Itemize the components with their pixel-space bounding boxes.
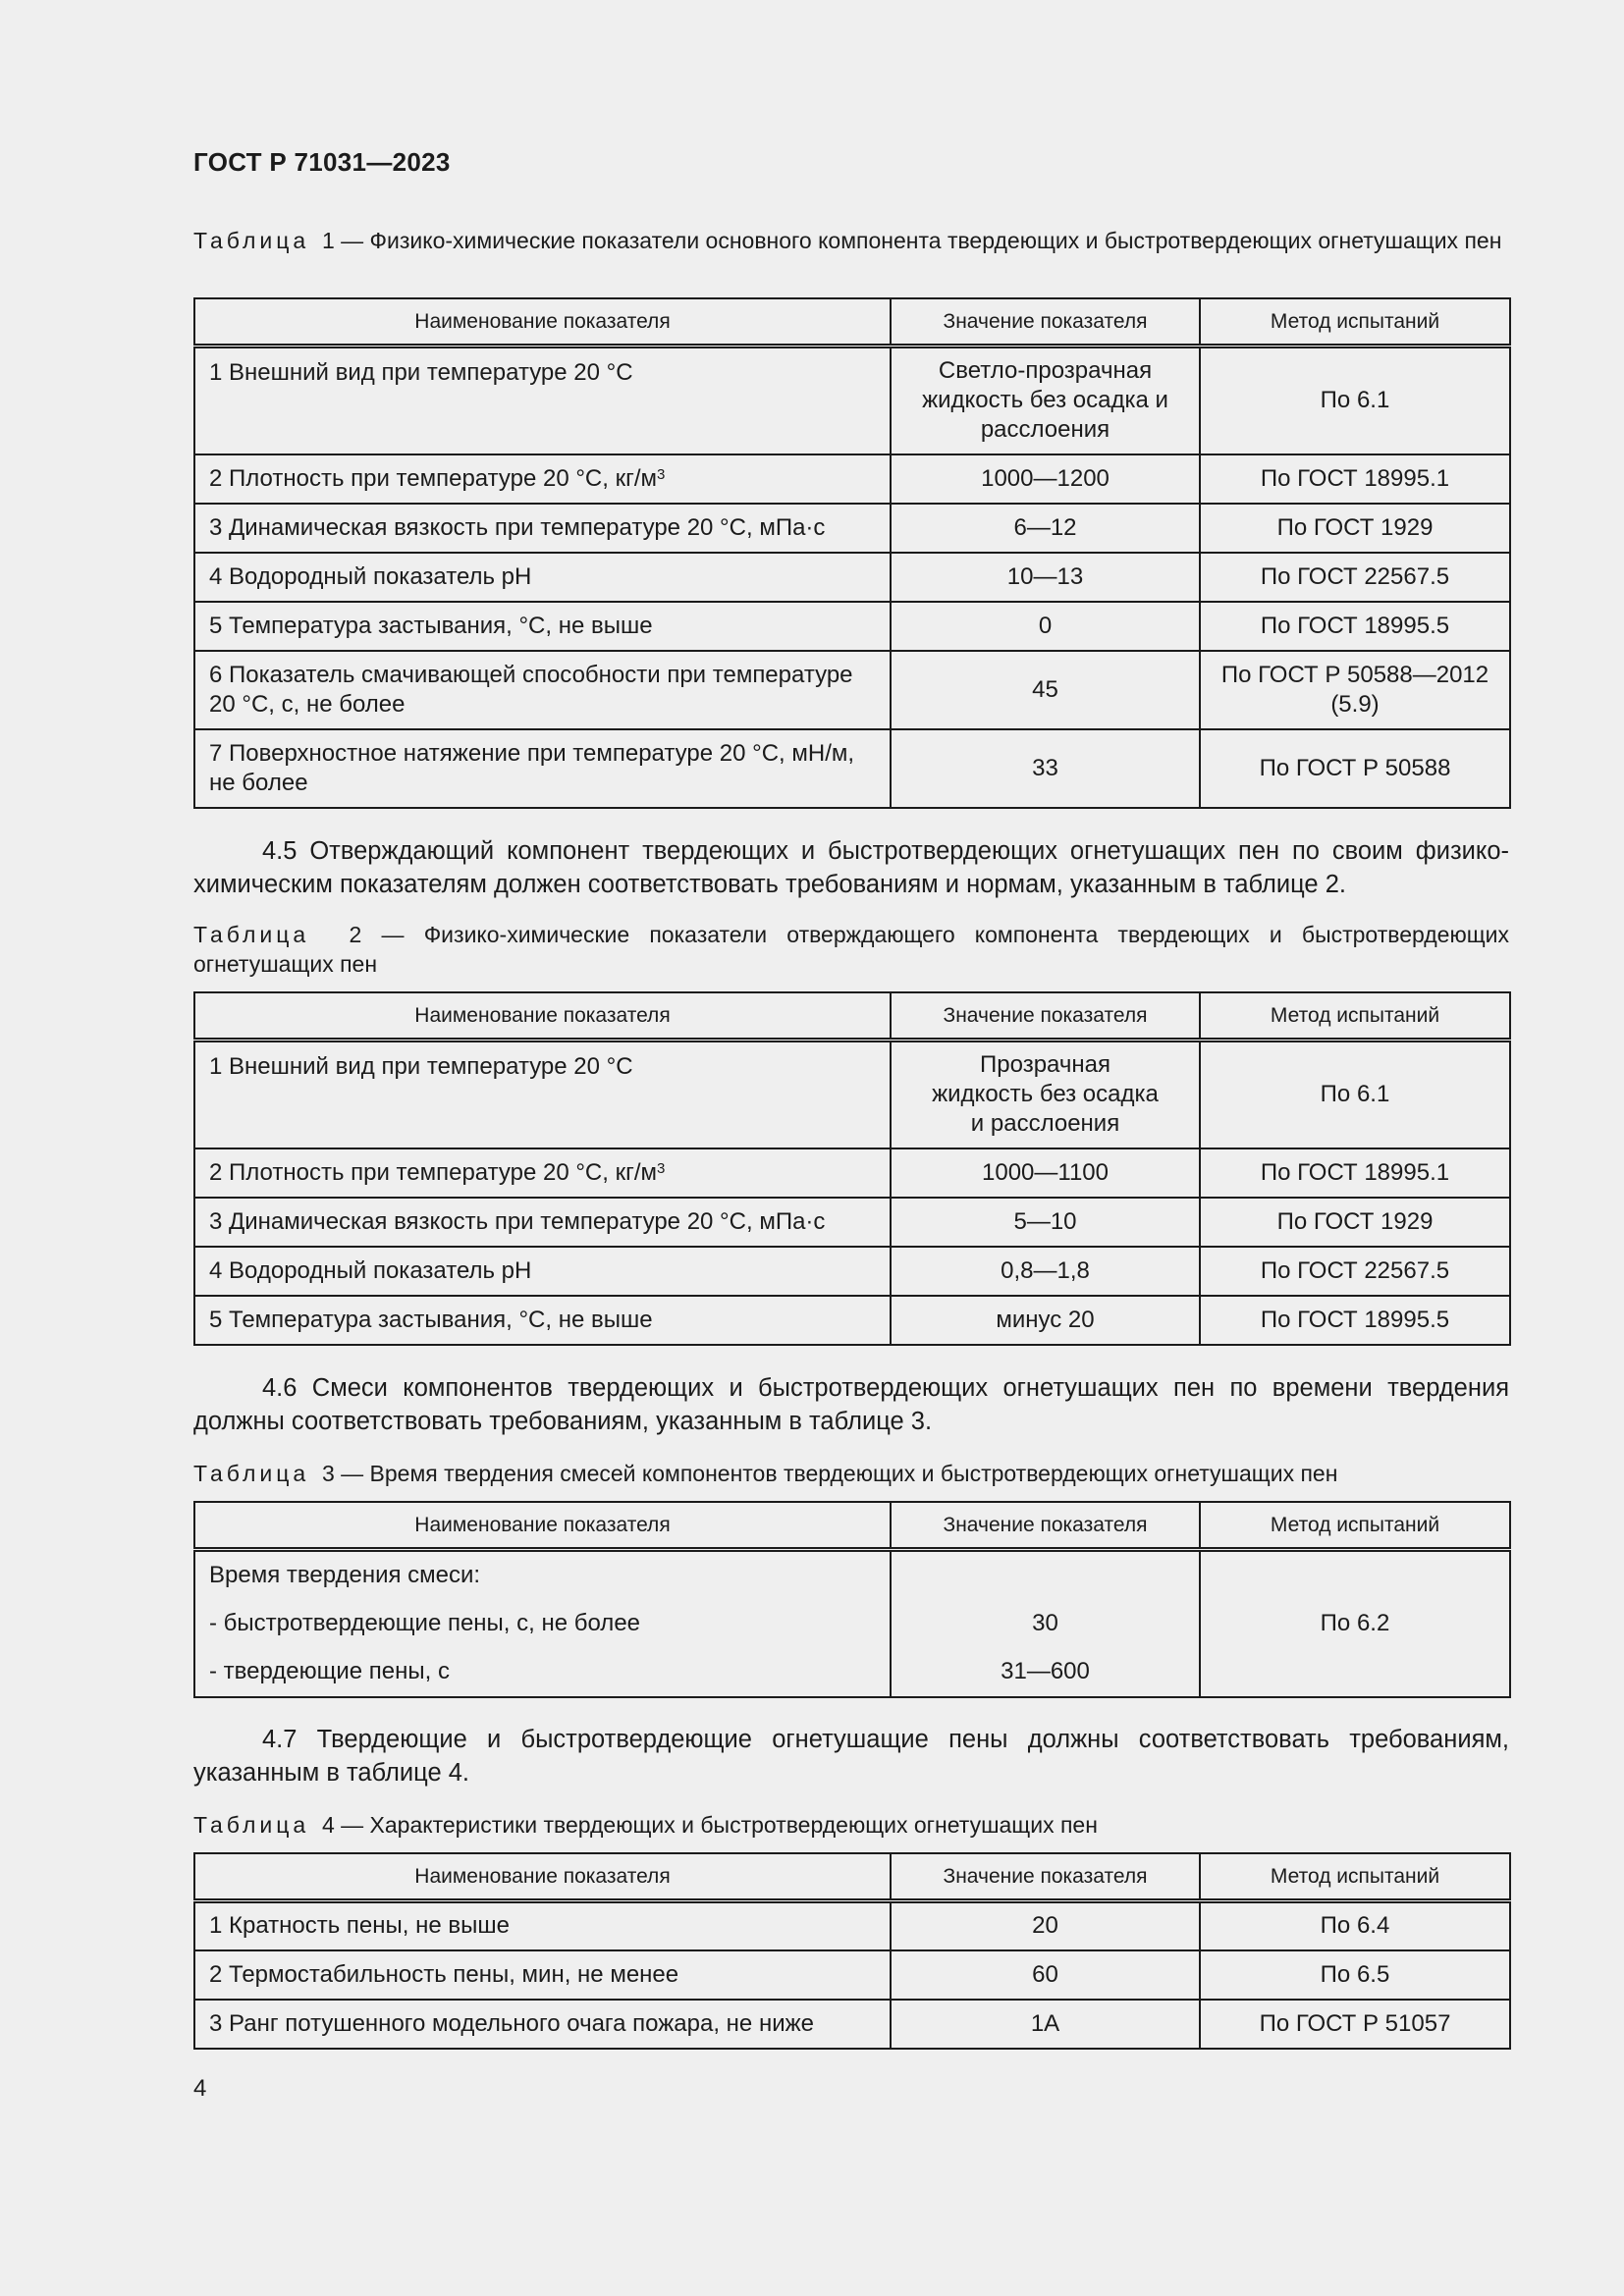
document-code: ГОСТ Р 71031—2023	[193, 147, 451, 177]
column-header-method: Метод испытаний	[1200, 298, 1510, 347]
table-3	[193, 1501, 1511, 1698]
row-value: 45	[891, 651, 1200, 729]
column-header-method: Метод испытаний	[1200, 992, 1510, 1041]
row-name: - быстротвердеющие пены, с, не более	[194, 1599, 891, 1648]
paragraph-4-6: 4.6 Смеси компонентов твердеющих и быстротвердеющих огнетушащих пен по времени твердения должны соответствовать требованиям, указанным в таблице 3.	[193, 1374, 1509, 1435]
table-row	[194, 2000, 1510, 2049]
table-row	[194, 651, 1510, 729]
row-method: По 6.2	[1200, 1550, 1510, 1697]
row-method: По ГОСТ 22567.5	[1200, 553, 1510, 602]
row-name: 7 Поверхностное натяжение при температуре 20 °С, мН/м, не более	[194, 729, 891, 808]
row-method: По ГОСТ 22567.5	[1200, 1247, 1510, 1296]
superscript: 3	[657, 1159, 666, 1177]
table-row	[194, 1247, 1510, 1296]
table-3-caption	[193, 1459, 1509, 1488]
row-method: По ГОСТ Р 50588—2012 (5.9)	[1200, 651, 1510, 729]
row-value: 33	[891, 729, 1200, 808]
row-value: 0,8—1,8	[891, 1247, 1200, 1296]
table-row	[194, 729, 1510, 808]
table-2	[193, 991, 1511, 1346]
row-name: 3 Ранг потушенного модельного очага пожара, не ниже	[194, 2000, 891, 2049]
row-value: 60	[891, 1950, 1200, 2000]
row-method: По ГОСТ 18995.1	[1200, 1148, 1510, 1198]
page-number: 4	[193, 2075, 207, 2102]
row-name: 6 Показатель смачивающей способности при температуре 20 °С, с, не более	[194, 651, 891, 729]
superscript: 3	[657, 465, 666, 483]
column-header-value: Значение показателя	[891, 1853, 1200, 1901]
row-name: 1 Внешний вид при температуре 20 °С	[194, 347, 891, 454]
table-row	[194, 1901, 1510, 1950]
table-2-caption-text: 2 — Физико-химические показатели отверждающего компонента твердеющих и быстротвердеющих огнетушащих пен	[193, 922, 1509, 977]
column-header-name: Наименование показателя	[194, 1502, 891, 1550]
row-method: По ГОСТ 18995.1	[1200, 454, 1510, 504]
row-value: 20	[891, 1901, 1200, 1950]
row-value: 6—12	[891, 504, 1200, 553]
table-row	[194, 1950, 1510, 2000]
row-value: Прозрачная жидкость без осадка и расслоения	[891, 1041, 1200, 1148]
row-value: Светло-прозрачная жидкость без осадка и расслоения	[891, 347, 1200, 454]
table-3-caption-text: 3 — Время твердения смесей компонентов твердеющих и быстротвердеющих огнетушащих пен	[321, 1461, 1338, 1486]
row-name: 2 Термостабильность пены, мин, не менее	[194, 1950, 891, 2000]
table-1-caption	[193, 226, 1509, 255]
table-1-caption-word: Таблица	[193, 228, 310, 253]
row-method: По ГОСТ 1929	[1200, 1198, 1510, 1247]
column-header-value: Значение показателя	[891, 298, 1200, 347]
row-method: По ГОСТ Р 50588	[1200, 729, 1510, 808]
row-method: По 6.4	[1200, 1901, 1510, 1950]
row-method: По 6.5	[1200, 1950, 1510, 2000]
row-value: 0	[891, 602, 1200, 651]
table-4-caption-text: 4 — Характеристики твердеющих и быстротвердеющих огнетушащих пен	[321, 1812, 1098, 1838]
row-name: 3 Динамическая вязкость при температуре 20 °С, мПа·с	[194, 1198, 891, 1247]
column-header-name: Наименование показателя	[194, 992, 891, 1041]
paragraph-4-5: 4.5 Отверждающий компонент твердеющих и быстротвердеющих огнетушащих пен по своим физико-химическим показателям должен соответствовать требованиям и нормам, указанным в таблице 2.	[193, 837, 1509, 898]
table-4-caption	[193, 1810, 1509, 1840]
row-value: минус 20	[891, 1296, 1200, 1345]
row-method: По 6.1	[1200, 1041, 1510, 1148]
row-method: По ГОСТ Р 51057	[1200, 2000, 1510, 2049]
table-row	[194, 553, 1510, 602]
column-header-method: Метод испытаний	[1200, 1853, 1510, 1901]
table-1-caption-text: 1 — Физико-химические показатели основного компонента твердеющих и быстротвердеющих огнетушащих пен	[321, 228, 1502, 253]
row-group-label: Время твердения смеси:	[194, 1550, 891, 1599]
column-header-name: Наименование показателя	[194, 298, 891, 347]
table-row	[194, 1041, 1510, 1148]
row-value: 5—10	[891, 1198, 1200, 1247]
row-name: 4 Водородный показатель рН	[194, 553, 891, 602]
row-value: 1000—1200	[891, 454, 1200, 504]
table-2-caption-word: Таблица	[193, 922, 310, 947]
row-name: 2 Плотность при температуре 20 °С, $кг/м^3$	[194, 1148, 891, 1198]
row-name: 1 Кратность пены, не выше	[194, 1901, 891, 1950]
row-value: 30	[891, 1599, 1200, 1648]
row-value: 1000—1100	[891, 1148, 1200, 1198]
paragraph-4-7: 4.7 Твердеющие и быстротвердеющие огнетушащие пены должны соответствовать требованиям, указанным в таблице 4.	[193, 1726, 1509, 1787]
row-method: По 6.1	[1200, 347, 1510, 454]
table-row	[194, 1148, 1510, 1198]
row-name: 1 Внешний вид при температуре 20 °С	[194, 1041, 891, 1148]
table-3-caption-word: Таблица	[193, 1461, 310, 1486]
row-name: 5 Температура застывания, °С, не выше	[194, 1296, 891, 1345]
table-row	[194, 347, 1510, 454]
table-4	[193, 1852, 1511, 2050]
column-header-name: Наименование показателя	[194, 1853, 891, 1901]
row-method: По ГОСТ 18995.5	[1200, 602, 1510, 651]
table-1	[193, 297, 1511, 809]
row-name: 4 Водородный показатель рН	[194, 1247, 891, 1296]
table-4-caption-word: Таблица	[193, 1812, 310, 1838]
column-header-value: Значение показателя	[891, 992, 1200, 1041]
row-name: - твердеющие пены, с	[194, 1648, 891, 1697]
row-method: По ГОСТ 1929	[1200, 504, 1510, 553]
row-value: 1А	[891, 2000, 1200, 2049]
table-row	[194, 1550, 1510, 1599]
table-row	[194, 1296, 1510, 1345]
row-name: 3 Динамическая вязкость при температуре 20 °С, мПа·с	[194, 504, 891, 553]
table-row	[194, 1198, 1510, 1247]
table-row	[194, 454, 1510, 504]
row-method: По ГОСТ 18995.5	[1200, 1296, 1510, 1345]
column-header-value: Значение показателя	[891, 1502, 1200, 1550]
column-header-method: Метод испытаний	[1200, 1502, 1510, 1550]
row-value: 10—13	[891, 553, 1200, 602]
table-row	[194, 504, 1510, 553]
row-name: 5 Температура застывания, °С, не выше	[194, 602, 891, 651]
row-value: 31—600	[891, 1648, 1200, 1697]
row-name: 2 Плотность при температуре 20 °С, $кг/м^3$	[194, 454, 891, 504]
table-row	[194, 602, 1510, 651]
table-2-caption	[193, 920, 1509, 979]
